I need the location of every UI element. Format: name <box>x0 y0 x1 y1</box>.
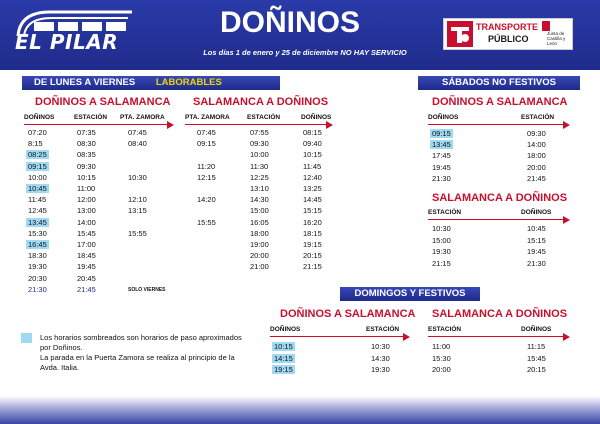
time-cell: 15:55 <box>197 217 216 227</box>
time-cell: 21:15 <box>432 258 451 268</box>
time-cell: 15:15 <box>303 206 322 216</box>
time-cell: 21:30 <box>527 258 546 268</box>
direction-arrow <box>428 124 564 125</box>
time-cell: 08:15 <box>303 128 322 137</box>
saturday-to-salamanca-title: DOÑINOS A SALAMANCA <box>432 96 568 108</box>
weekday-to-salamanca-title: DOÑINOS A SALAMANCA <box>35 96 171 108</box>
time-cell: 8:15 <box>28 139 43 149</box>
col-doninos: DOÑINOS <box>270 326 301 333</box>
time-cell: 10:15 <box>77 172 96 182</box>
time-cell: 13:25 <box>303 184 322 193</box>
time-cell: 21:45 <box>527 173 546 183</box>
direction-arrow <box>428 336 564 337</box>
time-cell: 10:15 <box>303 150 322 160</box>
col-estacion: ESTACIÓN <box>428 209 462 216</box>
solo-viernes-note: SOLO VIERNES <box>128 286 166 293</box>
time-cell: 13:45 <box>432 140 451 150</box>
time-cell: 16:45 <box>28 240 47 249</box>
time-cell: 19:45 <box>527 247 546 256</box>
time-cell: 11:15 <box>527 342 546 351</box>
col-estacion: ESTACIÓN <box>247 114 281 121</box>
time-cell: 17:00 <box>77 240 96 249</box>
time-cell: 12:00 <box>77 195 96 205</box>
time-cell: 20:15 <box>527 365 546 374</box>
time-cell: 15:55 <box>128 228 147 238</box>
time-cell: 20:00 <box>527 162 546 172</box>
time-cell: 08:30 <box>77 139 96 149</box>
time-cell: 07:45 <box>197 128 216 137</box>
time-cell: 20:00 <box>250 251 269 261</box>
shaded-legend-swatch <box>21 333 32 343</box>
col-estacion: ESTACIÓN <box>366 326 400 333</box>
col-pta-zamora: PTA. ZAMORA <box>185 114 230 121</box>
time-cell: 14:00 <box>527 140 546 150</box>
time-cell: 11:45 <box>28 195 47 205</box>
junta-label: Junta de Castilla y León <box>547 31 566 46</box>
time-cell: 14:15 <box>274 353 293 363</box>
time-cell: 16:20 <box>303 217 322 227</box>
time-cell: 07:45 <box>128 128 147 137</box>
time-cell: 15:45 <box>527 353 546 363</box>
time-cell: 10:00 <box>28 172 47 182</box>
time-cell: 09:30 <box>77 161 96 171</box>
time-cell: 19:30 <box>28 262 47 272</box>
time-cell: 11:30 <box>250 161 269 171</box>
transporte-publico-icon <box>447 21 473 47</box>
sunday-to-salamanca-title: DOÑINOS A SALAMANCA <box>280 308 416 320</box>
time-cell: 19:15 <box>303 240 322 249</box>
time-cell: 19:30 <box>371 365 390 374</box>
legend-text <box>40 333 250 373</box>
time-cell: 19:00 <box>250 240 269 249</box>
footer-band <box>0 396 600 424</box>
publico-label: PÚBLICO <box>488 34 529 44</box>
weekday-band <box>22 76 280 90</box>
time-cell: 09:30 <box>527 129 546 138</box>
time-cell: 20:00 <box>432 365 451 374</box>
time-cell: 08:40 <box>128 139 147 149</box>
time-cell: 14:00 <box>77 217 96 227</box>
time-cell: 13:10 <box>250 184 269 193</box>
col-estacion: ESTACIÓN <box>521 114 555 121</box>
direction-arrow <box>185 124 327 125</box>
page-title: DOÑINOS <box>219 6 360 39</box>
time-cell: 18:00 <box>250 228 269 238</box>
time-cell: 12:15 <box>197 172 216 182</box>
transporte-publico-logo <box>443 18 573 50</box>
time-cell: 21:45 <box>77 284 96 294</box>
direction-arrow <box>24 124 168 125</box>
time-cell: 10:30 <box>128 172 147 182</box>
time-cell: 20:45 <box>77 273 96 283</box>
time-cell: 12:40 <box>303 172 322 182</box>
time-cell: 21:30 <box>432 173 451 183</box>
direction-arrow <box>270 336 404 337</box>
col-doninos: DOÑINOS <box>301 114 332 121</box>
time-cell: 11:00 <box>432 342 451 351</box>
time-cell: 15:30 <box>28 228 47 238</box>
time-cell: 14:30 <box>371 353 390 363</box>
time-cell: 09:30 <box>250 139 269 149</box>
time-cell: 14:30 <box>250 195 269 205</box>
col-doninos: DOÑINOS <box>521 326 552 333</box>
time-cell: 21:30 <box>28 284 47 294</box>
sunday-band: DOMINGOS Y FESTIVOS <box>340 287 480 301</box>
time-cell: 10:45 <box>28 184 47 193</box>
time-cell: 12:45 <box>28 206 47 216</box>
time-cell: 21:15 <box>303 262 322 272</box>
time-cell: 15:00 <box>250 206 269 216</box>
col-estacion: ESTACIÓN <box>428 326 462 333</box>
time-cell: 14:20 <box>197 195 216 205</box>
time-cell: 15:45 <box>77 228 96 238</box>
weekday-to-doninos-title: SALAMANCA A DOÑINOS <box>193 96 329 108</box>
service-notice: Los días 1 de enero y 25 de diciembre NO HAY SERVICIO <box>203 48 407 57</box>
time-cell: 11:20 <box>197 161 216 171</box>
time-cell: 19:45 <box>77 262 96 272</box>
time-cell: 07:20 <box>28 128 47 137</box>
legend-line-shaded: Los horarios sombreados son horarios de paso aproximados por Doñinos. <box>40 333 242 352</box>
time-cell: 13:15 <box>128 206 147 216</box>
time-cell: 10:45 <box>527 224 546 233</box>
time-cell: 07:55 <box>250 128 269 137</box>
legend-line-zamora: La parada en la Puerta Zamora se realiza al principio de la Avda. Italia. <box>40 353 235 372</box>
col-doninos: DOÑINOS <box>521 209 552 216</box>
header-banner <box>0 0 600 70</box>
time-cell: 17:45 <box>432 151 451 161</box>
time-cell: 09:15 <box>28 161 47 171</box>
time-cell: 10:00 <box>250 150 269 160</box>
time-cell: 12:25 <box>250 172 269 182</box>
saturday-to-doninos-title: SALAMANCA A DOÑINOS <box>432 192 568 204</box>
time-cell: 15:15 <box>527 235 546 245</box>
time-cell: 09:15 <box>197 139 216 149</box>
time-cell: 18:30 <box>28 251 47 261</box>
time-cell: 20:30 <box>28 273 47 283</box>
col-doninos: DOÑINOS <box>428 114 459 121</box>
time-cell: 15:00 <box>432 235 451 245</box>
time-cell: 09:15 <box>432 129 451 138</box>
sunday-to-doninos-title: SALAMANCA A DOÑINOS <box>432 308 568 320</box>
time-cell: 18:00 <box>527 151 546 161</box>
time-cell: 13:00 <box>77 206 96 216</box>
time-cell: 19:30 <box>432 247 451 256</box>
time-cell: 07:35 <box>77 128 96 137</box>
time-cell: 08:35 <box>77 150 96 160</box>
time-cell: 12:10 <box>128 195 147 205</box>
time-cell: 18:45 <box>77 251 96 261</box>
time-cell: 15:30 <box>432 353 451 363</box>
time-cell: 21:00 <box>250 262 269 272</box>
saturday-band: SÁBADOS NO FESTIVOS <box>418 76 580 90</box>
time-cell: 18:15 <box>303 228 322 238</box>
time-cell: 10:15 <box>274 342 293 351</box>
time-cell: 11:00 <box>77 184 96 193</box>
time-cell: 13:45 <box>28 217 47 227</box>
time-cell: 11:45 <box>303 161 322 171</box>
time-cell: 14:45 <box>303 195 322 205</box>
time-cell: 19:15 <box>274 365 293 374</box>
direction-arrow <box>428 219 564 220</box>
col-doninos: DOÑINOS <box>24 114 55 121</box>
weekday-label: DE LUNES A VIERNES <box>34 77 136 88</box>
laborables-tag: LABORABLES <box>155 77 222 88</box>
time-cell: 10:30 <box>371 342 390 351</box>
time-cell: 09:40 <box>303 139 322 149</box>
time-cell: 20:15 <box>303 251 322 261</box>
time-cell: 10:30 <box>432 224 451 233</box>
time-cell: 19:45 <box>432 162 451 172</box>
time-cell: 16:05 <box>250 217 269 227</box>
col-estacion: ESTACIÓN <box>74 114 108 121</box>
time-cell: 08:25 <box>28 150 47 160</box>
transporte-label: TRANSPORTE <box>476 22 539 32</box>
col-pta-zamora: PTA. ZAMORA <box>120 114 165 121</box>
company-logo-text: EL PILAR <box>15 30 119 54</box>
